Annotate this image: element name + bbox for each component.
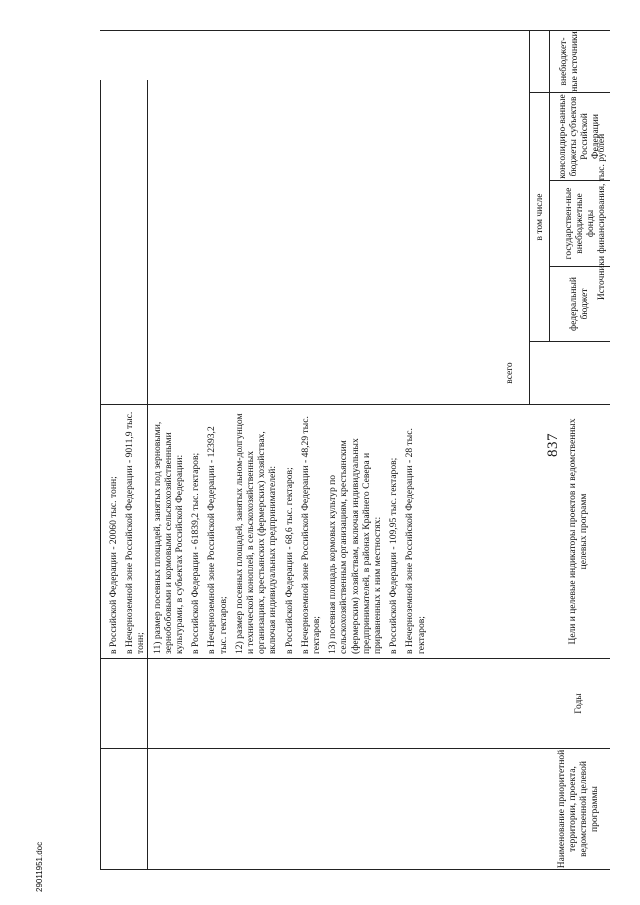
header-years: Годы: [573, 693, 584, 714]
goals-paragraph: 12) размер посевных площадей, занятых льном-долгунцом и технической коноплей, в сельскохозяйственных организациях, крестьянских (фермерских) хозяйствах, включая индивидуальных предпринимателей:: [233, 413, 279, 654]
goals-paragraph: в Российской Федерации - 61839,2 тыс. гектаров;: [190, 452, 202, 654]
header-state-funds: государствен-ные внебюджетные фонды: [563, 187, 596, 260]
goals-paragraph: 13) посевная площадь кормовых культур по сельскохозяйственным организациям, крестьянским (фермерским) хозяйствам, включая индивидуальных предпринимателей, в районах Крайнего Севера и приравненных к ним местностях:: [327, 438, 384, 654]
goals-paragraph: в Российской Федерации - 109,95 тыс. гектаров;: [388, 457, 400, 654]
table-border-top: [100, 80, 101, 870]
header-in-that-number: в том числе: [534, 193, 545, 241]
header-federal: федеральный бюджет: [569, 277, 590, 331]
goals-paragraph: в Нечерноземной зоне Российской Федерации - 48,29 тыс. гектаров;: [299, 416, 323, 654]
header-goals: Цели и целевые индикаторы проектов и ведомственных целевых программ: [568, 418, 589, 645]
page-number-text: 837: [545, 433, 561, 457]
goals-body: [102, 405, 547, 658]
header-total: всего: [504, 362, 515, 384]
goals-paragraph: 11) размер посевных площадей, занятых под зерновыми, зернобобовыми и кормовыми сельскохозяйственными культурами, в субъектах Российской Федерации:: [151, 421, 186, 654]
goals-paragraph: в Нечерноземной зоне Российской Федерации - 12393,2 тыс. гектаров;: [206, 426, 229, 654]
header-regional: консолидиро-ванные бюджеты субъектов Российской Федерации: [558, 94, 601, 179]
table-border-left: [100, 869, 610, 870]
goals-paragraph: в Российской Федерации - 68,6 тыс. гектаров;: [283, 467, 295, 654]
header-sources: Источники финансирования, тыс. рублей: [596, 133, 607, 301]
col-divider-name-years: [100, 748, 610, 749]
goals-paragraph: в Нечерноземной зоне Российской Федерации - 9011,9 тыс. тонн;: [124, 411, 147, 654]
doc-footer-text: 29011951.doc: [35, 841, 44, 892]
goals-list: [102, 405, 547, 658]
goals-paragraph: в Российской Федерации - 20060 тыс. тонн;: [108, 476, 119, 654]
col-divider-years-goals: [100, 658, 610, 659]
header-name: Наименование приоритетной территории, проекта, ведомственной целевой программы: [557, 749, 600, 869]
goals-paragraph: в Нечерноземной зоне Российской Федерации - 28 тыс. гектаров;: [404, 428, 427, 654]
header-extrabudget: внебюджет-ные источники: [559, 31, 580, 92]
